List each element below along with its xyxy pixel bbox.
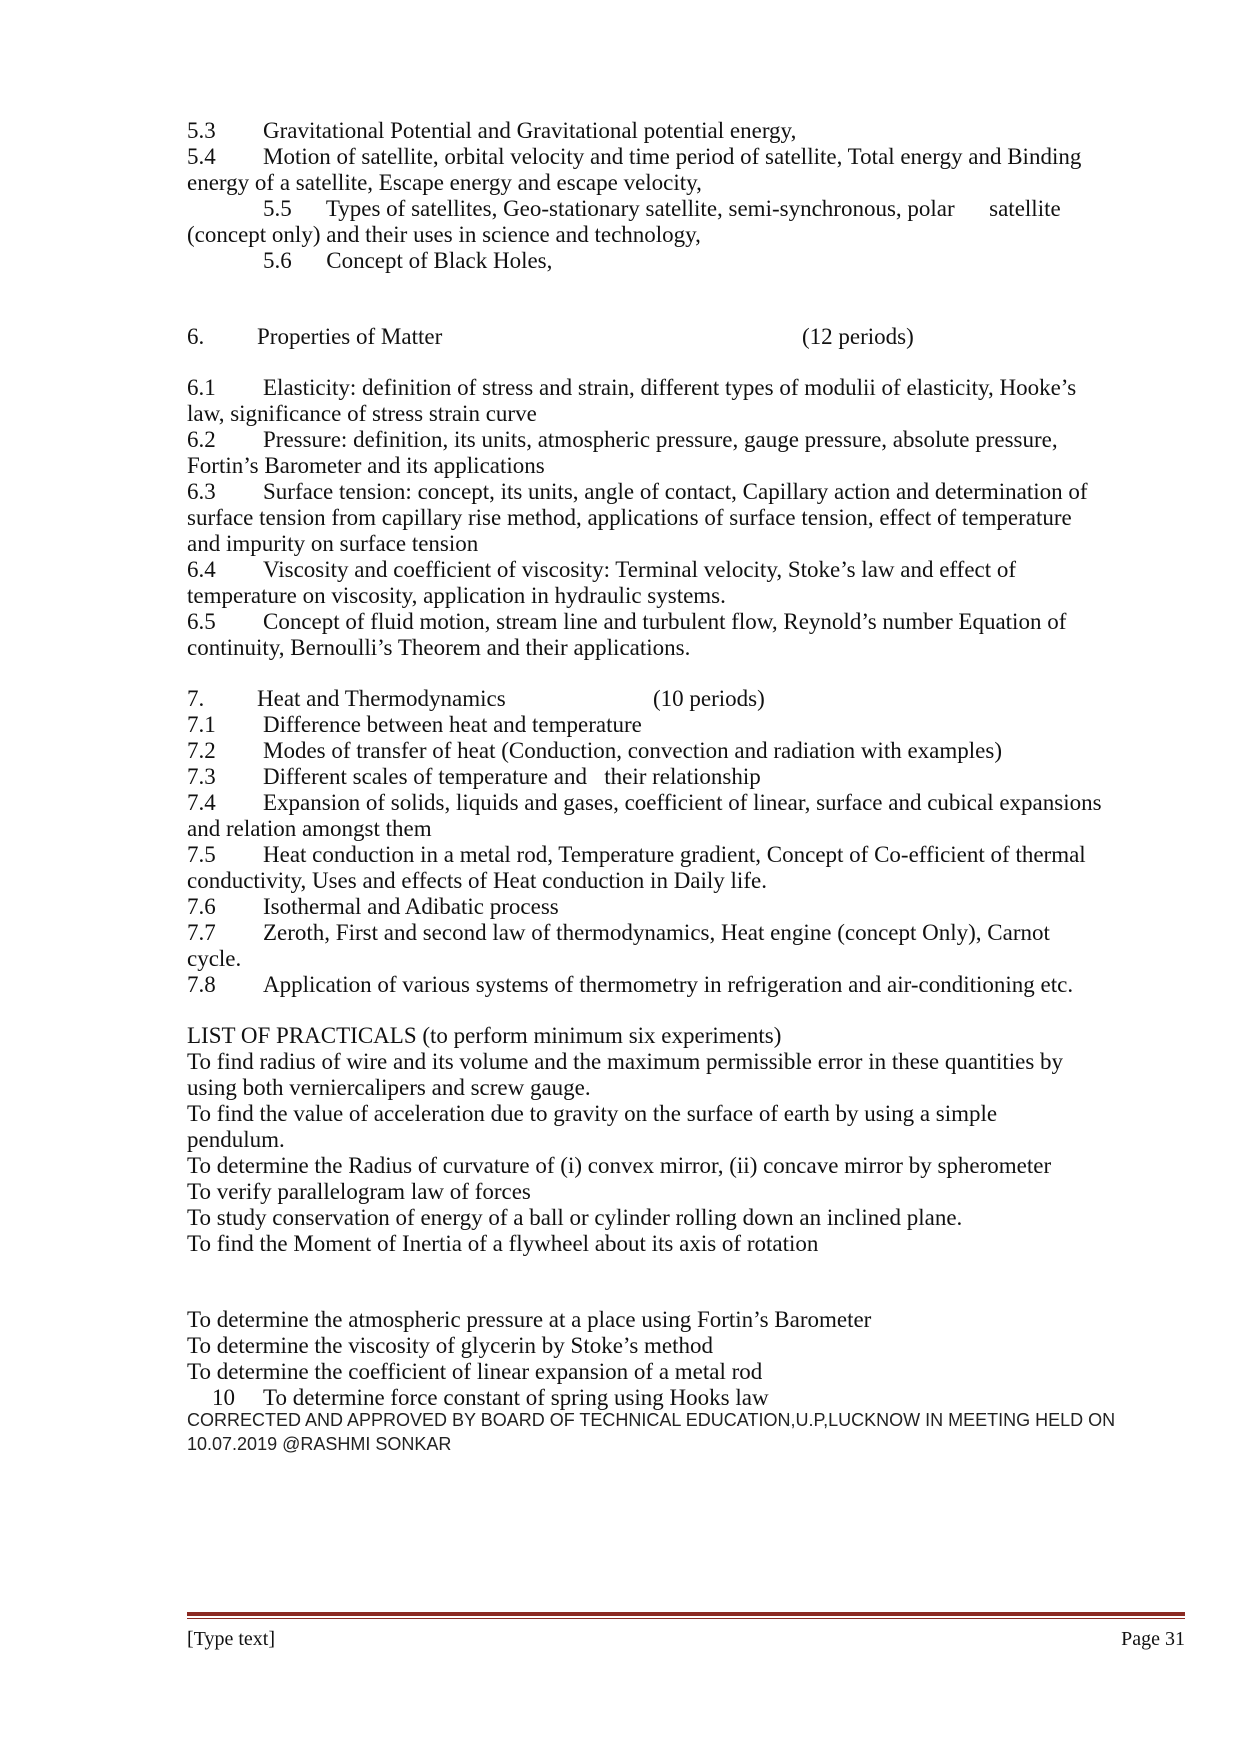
item-5-5-cont (187, 220, 701, 249)
item-text: law, significance of stress strain curve (187, 401, 537, 426)
item-5-5 (263, 194, 1061, 223)
practical-line: To verify parallelogram law of forces (187, 1179, 531, 1204)
practical-line: To determine the Radius of curvature of (i) convex mirror, (ii) concave mirror by spherometer (187, 1153, 1052, 1178)
item-number: 6.2 (187, 427, 216, 452)
item-text: and relation amongst them (187, 816, 432, 841)
item-6-2-cont (187, 451, 545, 480)
footer-divider-thin (187, 1618, 1185, 1619)
item-text: temperature on viscosity, application in hydraulic systems. (187, 583, 726, 608)
practical-line: To determine the atmospheric pressure at a place using Fortin’s Barometer (187, 1307, 872, 1332)
item-text: and impurity on surface tension (187, 531, 479, 556)
item-number: 7.1 (187, 712, 216, 737)
section-title: Heat and Thermodynamics (257, 686, 506, 711)
item-number: 10 (212, 1385, 235, 1410)
item-text: energy of a satellite, Escape energy and escape velocity, (187, 170, 702, 195)
section-number: 7. (187, 686, 205, 711)
item-text: Concept of fluid motion, stream line and turbulent flow, Reynold’s number Equation of (263, 609, 1067, 634)
approval-note: CORRECTED AND APPROVED BY BOARD OF TECHNICAL EDUCATION,U.P,LUCKNOW IN MEETING HELD ON (187, 1410, 1116, 1430)
item-7-5-cont (187, 866, 767, 895)
practical-line: To determine the viscosity of glycerin by Stoke’s method (187, 1333, 714, 1358)
item-6-1 (187, 373, 1076, 402)
item-text: Isothermal and Adibatic process (263, 894, 559, 919)
item-text: 5.5 Types of satellites, Geo-stationary satellite, semi-synchronous, polar satellite (263, 196, 1061, 221)
item-text: Motion of satellite, orbital velocity and time period of satellite, Total energy and Binding (263, 144, 1082, 169)
practical-line: To find the Moment of Inertia of a flywheel about its axis of rotation (187, 1231, 819, 1256)
item-7-2 (187, 736, 1002, 765)
item-number: 6.1 (187, 375, 216, 400)
section-6-heading (187, 322, 442, 351)
item-7-4 (187, 788, 1102, 817)
item-number: 6.5 (187, 609, 216, 634)
item-text: Difference between heat and temperature (263, 712, 642, 737)
item-text: Expansion of solids, liquids and gases, coefficient of linear, surface and cubical expansions (263, 790, 1102, 815)
item-7-7 (187, 918, 1050, 947)
item-5-4 (187, 142, 1081, 171)
item-text: 5.6 Concept of Black Holes, (263, 248, 553, 273)
item-text: Different scales of temperature and their relationship (263, 764, 761, 789)
item-number: 7.2 (187, 738, 216, 763)
practical-line: To determine the coefficient of linear expansion of a metal rod (187, 1359, 763, 1384)
item-text: Pressure: definition, its units, atmospheric pressure, gauge pressure, absolute pressure, (263, 427, 1058, 452)
item-number: 5.3 (187, 118, 216, 143)
item-number: 7.8 (187, 972, 216, 997)
practical-line: To study conservation of energy of a ball or cylinder rolling down an inclined plane. (187, 1205, 963, 1230)
item-5-6 (263, 246, 552, 275)
item-7-7-cont (187, 944, 241, 973)
item-number: 7.7 (187, 920, 216, 945)
section-number: 6. (187, 324, 205, 349)
item-text: Elasticity: definition of stress and strain, different types of modulii of elasticity, Hooke’s (263, 375, 1077, 400)
item-text: To determine force constant of spring using Hooks law (263, 1385, 769, 1410)
item-number: 7.6 (187, 894, 216, 919)
item-text: surface tension from capillary rise method, applications of surface tension, effect of temperature (187, 505, 1072, 530)
section-7-heading (187, 684, 506, 713)
item-6-3 (187, 477, 1088, 506)
item-7-6 (187, 892, 559, 921)
footer-divider (187, 1612, 1185, 1616)
item-6-5 (187, 607, 1066, 636)
section-7-periods: (10 periods) (653, 686, 765, 711)
approval-note-date: 10.07.2019 @RASHMI SONKAR (187, 1434, 452, 1454)
item-text: Viscosity and coefficient of viscosity: Terminal velocity, Stoke’s law and effect of (263, 557, 1017, 582)
section-title: Properties of Matter (257, 324, 443, 349)
practicals-heading: LIST OF PRACTICALS (to perform minimum six experiments) (187, 1023, 782, 1048)
item-number: 7.5 (187, 842, 216, 867)
item-text: Heat conduction in a metal rod, Temperature gradient, Concept of Co-efficient of thermal (263, 842, 1086, 867)
page-number: Page 31 (1121, 1628, 1185, 1650)
item-7-1 (187, 710, 642, 739)
item-text: Modes of transfer of heat (Conduction, convection and radiation with examples) (263, 738, 1002, 763)
item-text: cycle. (187, 946, 242, 971)
item-5-3 (187, 116, 796, 145)
item-text: Gravitational Potential and Gravitational potential energy, (263, 118, 797, 143)
item-text: (concept only) and their uses in science and technology, (187, 222, 701, 247)
item-number: 6.4 (187, 557, 216, 582)
item-number: 7.4 (187, 790, 216, 815)
item-text: conductivity, Uses and effects of Heat conduction in Daily life. (187, 868, 767, 893)
item-7-4-cont (187, 814, 432, 843)
item-text: Fortin’s Barometer and its applications (187, 453, 545, 478)
practical-line: pendulum. (187, 1127, 285, 1152)
practical-line: To find radius of wire and its volume and the maximum permissible error in these quantities by (187, 1049, 1064, 1074)
item-6-1-cont (187, 399, 537, 428)
item-number: 6.3 (187, 479, 216, 504)
section-6-periods: (12 periods) (802, 324, 914, 349)
item-number: 5.4 (187, 144, 216, 169)
footer-left-text: [Type text] (187, 1628, 276, 1650)
item-6-3-cont (187, 529, 478, 558)
item-6-4-cont (187, 581, 726, 610)
item-text: Surface tension: concept, its units, angle of contact, Capillary action and determination of (263, 479, 1088, 504)
item-6-5-cont (187, 633, 690, 662)
item-number: 7.3 (187, 764, 216, 789)
item-6-2 (187, 425, 1058, 454)
item-5-4-cont (187, 168, 702, 197)
item-7-8 (187, 970, 1073, 999)
item-text: Zeroth, First and second law of thermodynamics, Heat engine (concept Only), Carnot (263, 920, 1050, 945)
practical-line: To find the value of acceleration due to gravity on the surface of earth by using a simple (187, 1101, 998, 1126)
item-7-3 (187, 762, 761, 791)
item-text: continuity, Bernoulli’s Theorem and their applications. (187, 635, 691, 660)
item-6-3-cont (187, 503, 1072, 532)
item-7-5 (187, 840, 1086, 869)
practical-line: using both verniercalipers and screw gauge. (187, 1075, 591, 1100)
item-6-4 (187, 555, 1016, 584)
item-text: Application of various systems of thermometry in refrigeration and air-conditioning etc. (263, 972, 1074, 997)
